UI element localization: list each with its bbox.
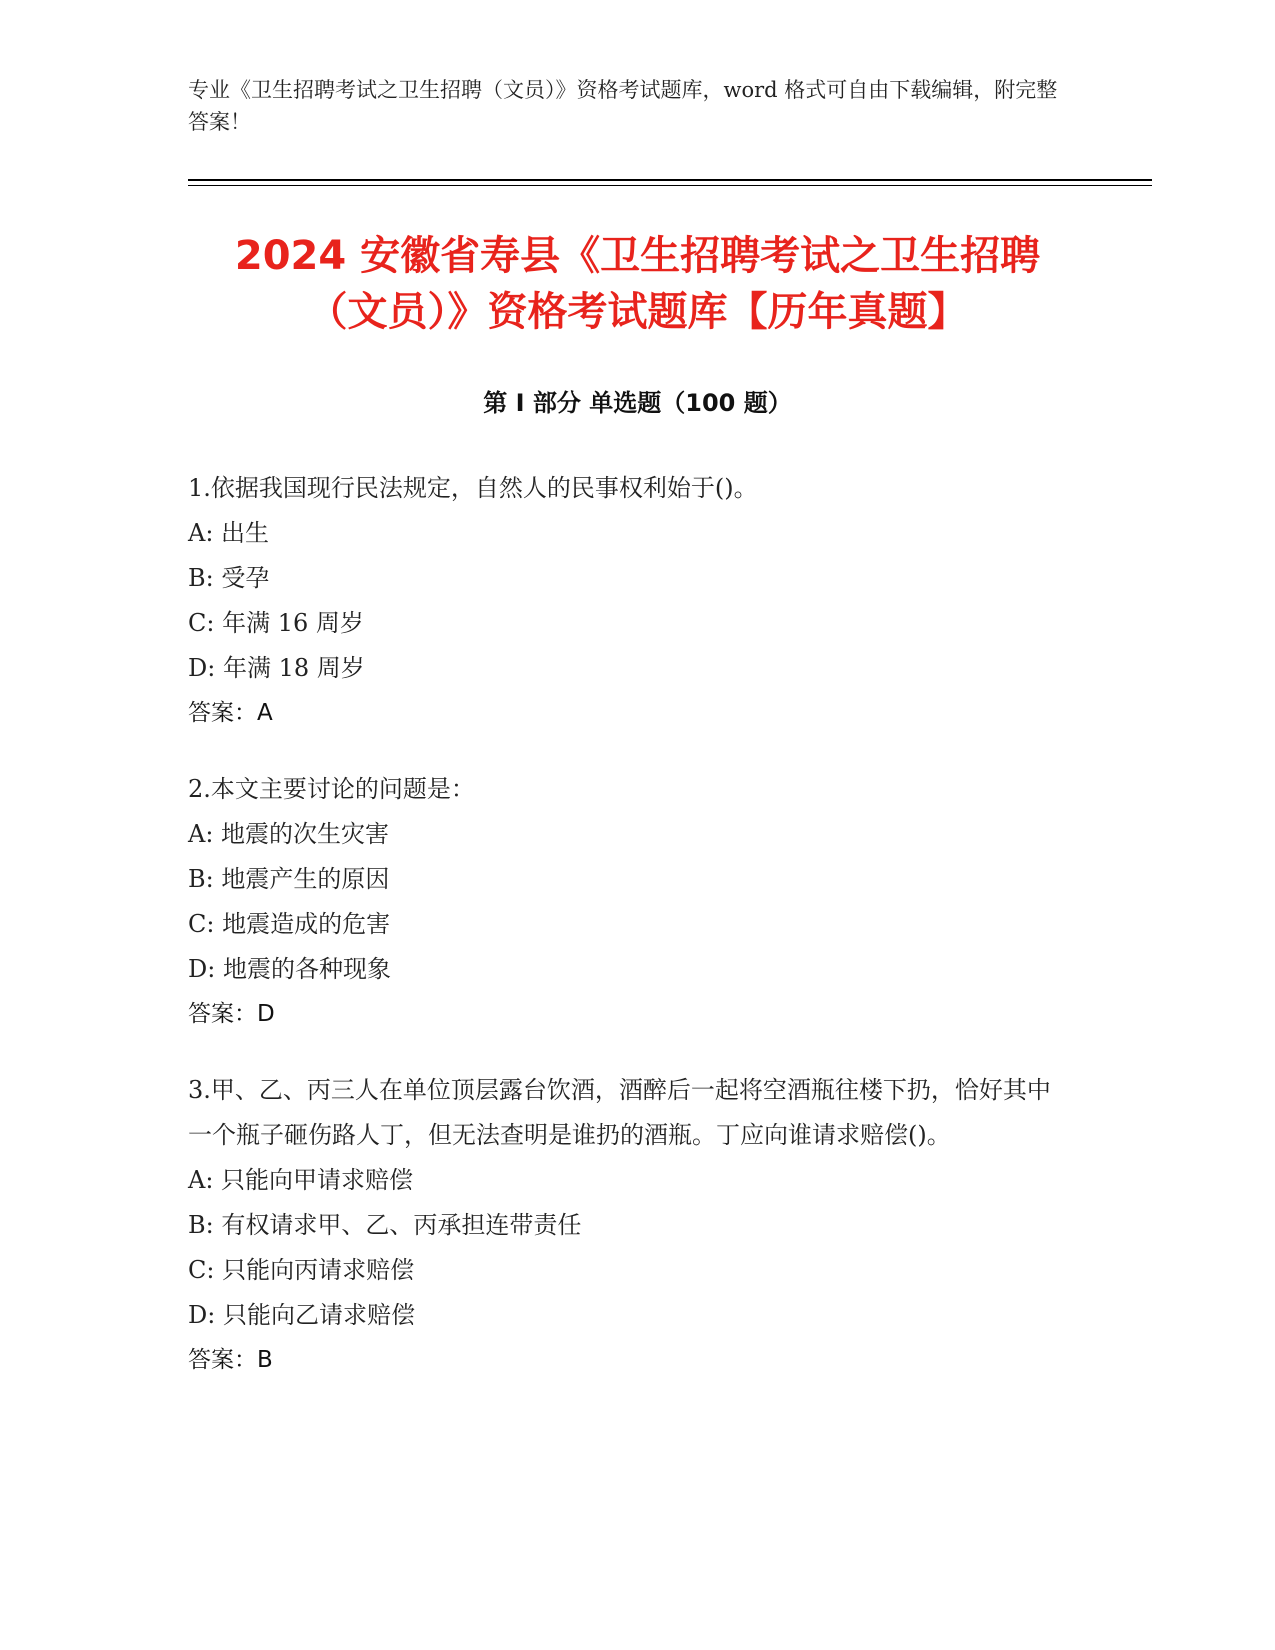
question-1 xyxy=(188,466,1068,736)
option-a: A: 出生 xyxy=(188,519,270,547)
question-3 xyxy=(188,1068,1068,1383)
document-title xyxy=(150,228,1125,340)
option-c: C: 地震造成的危害 xyxy=(188,910,391,938)
option-a: A: 地震的次生灾害 xyxy=(188,820,390,848)
option-d: D: 地震的各种现象 xyxy=(188,955,391,983)
option-b: B: 地震产生的原因 xyxy=(188,865,390,893)
header-divider-thick xyxy=(188,179,1152,181)
question-stem: 2.本文主要讨论的问题是： xyxy=(188,775,475,803)
question-2 xyxy=(188,767,1068,1037)
title-line-1: 2024 安徽省寿县《卫生招聘考试之卫生招聘 xyxy=(234,233,1041,279)
answer: 答案：A xyxy=(188,700,273,726)
option-d: D: 只能向乙请求赔偿 xyxy=(188,1301,415,1329)
header-divider-thin xyxy=(188,185,1152,186)
answer: 答案：D xyxy=(188,1001,275,1027)
option-c: C: 只能向丙请求赔偿 xyxy=(188,1256,415,1284)
answer: 答案：B xyxy=(188,1347,273,1373)
option-b: B: 有权请求甲、乙、丙承担连带责任 xyxy=(188,1211,582,1239)
question-stem: 1.依据我国现行民法规定，自然人的民事权利始于()。 xyxy=(188,474,758,502)
title-line-2: （文员）》资格考试题库【历年真题】 xyxy=(307,289,968,335)
option-c: C: 年满 16 周岁 xyxy=(188,609,364,637)
option-d: D: 年满 18 周岁 xyxy=(188,654,365,682)
option-b: B: 受孕 xyxy=(188,564,270,592)
section-title: 第 I 部分 单选题（100 题） xyxy=(483,389,792,417)
option-a: A: 只能向甲请求赔偿 xyxy=(188,1166,414,1194)
question-stem: 3.甲、乙、丙三人在单位顶层露台饮酒，酒醉后一起将空酒瓶往楼下扔，恰好其中一个瓶子砸伤路人丁，但无法查明是谁扔的酒瓶。丁应向谁请求赔偿()。 xyxy=(188,1076,1051,1149)
header-note: 专业《卫生招聘考试之卫生招聘（文员）》资格考试题库，word 格式可自由下载编辑，附完整答案！ xyxy=(188,78,1058,134)
